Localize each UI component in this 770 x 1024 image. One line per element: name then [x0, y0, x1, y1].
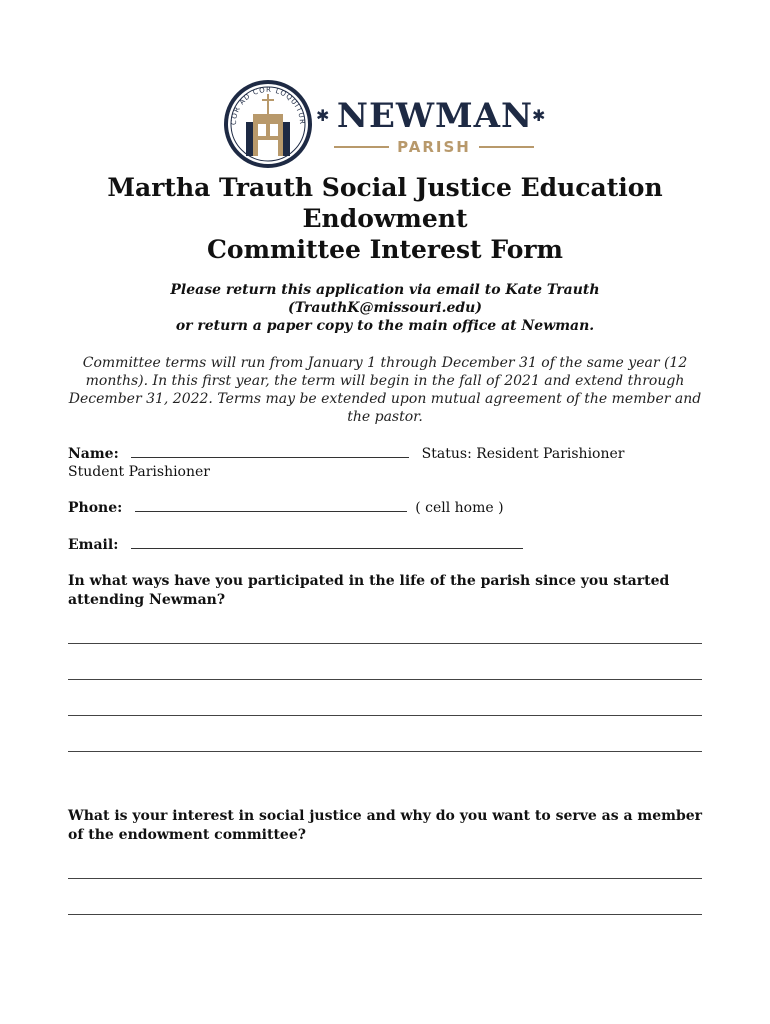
answer-line-5[interactable] [68, 878, 702, 879]
newman-parish-logo [222, 78, 552, 170]
star-right-icon: ✱ [532, 106, 546, 125]
instructions-email: (TrauthK@missouri.edu) [288, 300, 482, 316]
status-option-student: Student Parishioner [68, 464, 210, 480]
answer-line-2[interactable] [68, 679, 702, 680]
email-field[interactable] [131, 536, 523, 549]
name-row [68, 445, 624, 463]
instructions-line-3: or return a paper copy to the main office at Newman. [175, 318, 595, 334]
email-row [68, 536, 523, 554]
logo-rule-right [479, 146, 534, 148]
form-title [60, 172, 710, 265]
answer-line-1[interactable] [68, 643, 702, 644]
star-left-icon: ✱ [316, 106, 330, 125]
phone-row [68, 499, 504, 517]
title-line-3: Committee Interest Form [207, 235, 563, 264]
seal-motto: COR AD COR LOQUITUR [229, 85, 307, 126]
email-label: Email: [68, 537, 119, 553]
title-line-2: Endowment [302, 204, 468, 233]
logo-subtitle-row [334, 136, 534, 158]
return-instructions [60, 281, 710, 335]
title-line-1: Martha Trauth Social Justice Education [107, 173, 663, 202]
question-participation: In what ways have you participated in the life of the parish since you started attending Newman? [68, 573, 670, 608]
phone-field[interactable] [135, 499, 407, 512]
logo-subtitle: PARISH [397, 138, 471, 156]
answer-line-3[interactable] [68, 715, 702, 716]
newman-seal-icon [222, 78, 314, 170]
status-row-2 [68, 463, 210, 481]
instructions-line-1: Please return this application via email to Kate Trauth [170, 282, 600, 298]
answer-line-4[interactable] [68, 751, 702, 752]
logo-wordmark: NEWMAN [336, 96, 534, 136]
committee-terms: Committee terms will run from January 1 through December 31 of the same year (12 months). In this first year, the term will begin in the fall of 2021 and extend through December 31, 2022. Terms may be extended upon mutual agreement of the member and the pastor. [68, 355, 702, 425]
name-field[interactable] [131, 445, 409, 458]
question-social-justice: What is your interest in social justice and why do you want to serve as a member of the endowment committee? [68, 808, 703, 843]
status-options: Status: Resident Parishioner [421, 446, 625, 462]
phone-type-options: ( cell home ) [415, 500, 504, 516]
answer-line-6[interactable] [68, 914, 702, 915]
logo-rule-left [334, 146, 389, 148]
phone-label: Phone: [68, 500, 123, 516]
name-label: Name: [68, 446, 119, 462]
